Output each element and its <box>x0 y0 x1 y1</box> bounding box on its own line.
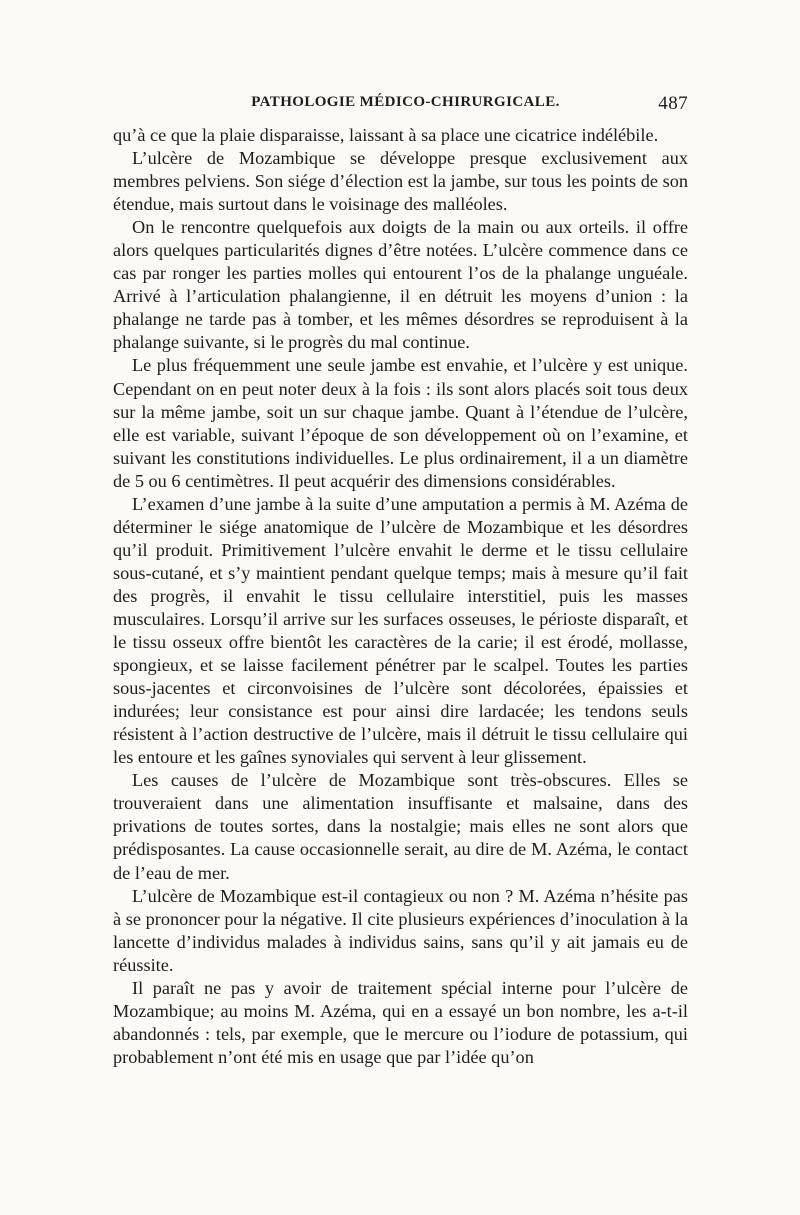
paragraph: L’ulcère de Mozambique est-il contagieux ou non ? M. Azéma n’hésite pas à se prononcer pour la négative. Il cite plusieurs expériences d’inoculation à la lancette d’individus malades à individus sains, sans qu’il y ait jamais eu de réussite. <box>113 885 688 975</box>
page-body <box>113 124 688 1069</box>
paragraph: Il paraît ne pas y avoir de traitement spécial interne pour l’ulcère de Mozambique; au moins M. Azéma, qui en a essayé un bon nombre, les a-t-il abandonnés : tels, par exemple, que le mercure ou l’iodure de potassium, qui probablement n’ont été mis en usage que par l’idée qu’on <box>113 977 688 1067</box>
paragraph: Le plus fréquemment une seule jambe est envahie, et l’ulcère y est unique. Cependant on en peut noter deux à la fois : ils sont alors placés soit tous deux sur la même jambe, soit un sur chaque jambe. Quant à l’étendue de l’ulcère, elle est variable, suivant l’époque de son développement où on l’examine, et suivant les constitutions individuelles. Le plus ordinairement, il a un diamètre de 5 ou 6 centimètres. Il peut acquérir des dimensions considérables. <box>113 355 688 491</box>
paragraph-continuation: qu’à ce que la plaie disparaisse, laissant à sa place une cicatrice indélébile. <box>113 125 659 145</box>
running-title: PATHOLOGIE MÉDICO-CHIRURGICALE. <box>251 94 560 110</box>
paragraph: L’ulcère de Mozambique se développe presque exclusivement aux membres pelviens. Son siége d’élection est la jambe, sur tous les points de son étendue, mais surtout dans le voisinage des malléoles. <box>113 148 688 215</box>
paragraph: L’examen d’une jambe à la suite d’une amputation a permis à M. Azéma de déterminer le siége anatomique de l’ulcère de Mozambique et les désordres qu’il produit. Primitivement l’ulcère envahit le derme et le tissu cellulaire sous-cutané, et s’y maintient pendant quelque temps; mais à mesure qu’il fait des progrès, il envahit le tissu cellulaire interstitiel, puis les masses musculaires. Lorsqu’il arrive sur les surfaces osseuses, le périoste disparaît, et le tissu osseux offre bientôt les caractères de la carie; il est érodé, mollasse, spongieux, et se laisse facilement pénétrer par le scalpel. Toutes les parties sous-jacentes et circonvoisines de l’ulcère sont décolorées, épaissies et indurées; leur consistance est pour ainsi dire lardacée; les tendons seuls résistent à l’action destructive de l’ulcère, mais il détruit le tissu cellulaire qui les entoure et les gaînes synoviales qui servent à leur glissement. <box>113 493 688 768</box>
running-header <box>113 94 688 120</box>
page-number: 487 <box>658 93 688 114</box>
paragraph: Les causes de l’ulcère de Mozambique sont très-obscures. Elles se trouveraient dans une alimentation insuffisante et malsaine, dans des privations de toutes sortes, dans la nostalgie; mais elles ne sont alors que prédisposantes. La cause occasionnelle serait, au dire de M. Azéma, le contact de l’eau de mer. <box>113 770 688 883</box>
paragraph: On le rencontre quelquefois aux doigts de la main ou aux orteils. il offre alors quelques particularités dignes d’être notées. L’ulcère commence dans ce cas par ronger les parties molles qui entourent l’os de la phalange unguéale. Arrivé à l’articulation phalangienne, il en détruit les moyens d’union : la phalange ne tarde pas à tomber, et les mêmes désordres se reproduisent à la phalange suivante, si le progrès du mal continue. <box>113 217 688 353</box>
